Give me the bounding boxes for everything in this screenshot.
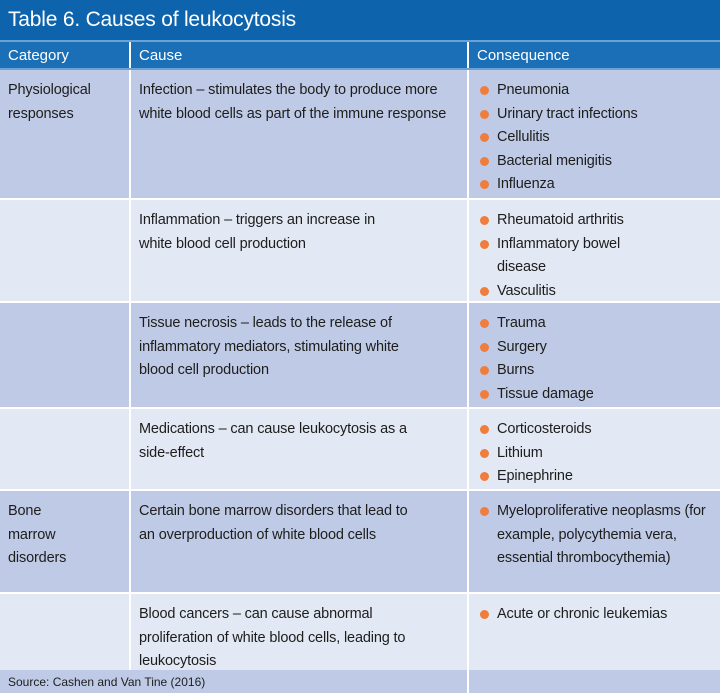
cell-category: Physiological responses bbox=[8, 82, 91, 122]
consequence-list bbox=[477, 418, 712, 489]
list-item: Bacterial menigitis bbox=[477, 150, 712, 174]
source-text: Source: Cashen and Van Tine (2016) bbox=[8, 674, 206, 689]
bullet-dot-icon bbox=[480, 610, 489, 619]
source-footer bbox=[0, 670, 720, 693]
bullet-dot-icon bbox=[480, 287, 489, 296]
source-empty-cell bbox=[467, 670, 720, 693]
cell-category: Bone marrow disorders bbox=[8, 503, 67, 566]
bullet-dot-icon bbox=[480, 240, 489, 249]
list-item: Epinephrine bbox=[477, 465, 712, 489]
consequence-list bbox=[477, 500, 712, 571]
table-row bbox=[0, 200, 720, 303]
cell-consequence bbox=[467, 594, 720, 674]
list-item: Urinary tract infections bbox=[477, 103, 712, 127]
list-item: Myeloproliferative neoplasms (for example, polycythemia vera, essential thrombocythemia) bbox=[477, 500, 712, 571]
list-item: Surgery bbox=[477, 336, 712, 360]
bullet-dot-icon bbox=[480, 110, 489, 119]
table-row bbox=[0, 409, 720, 491]
cell-category bbox=[0, 594, 129, 674]
bullet-dot-icon bbox=[480, 157, 489, 166]
bullet-dot-icon bbox=[480, 343, 489, 352]
bullet-dot-icon bbox=[480, 366, 489, 375]
cell-cause: Medications – can cause leukocytosis as a side-effect bbox=[129, 409, 467, 489]
table-title: Table 6. Causes of leukocytosis bbox=[0, 0, 720, 40]
table-body bbox=[0, 70, 720, 671]
table-header bbox=[0, 40, 720, 70]
list-item: Corticosteroids bbox=[477, 418, 712, 442]
table-row bbox=[0, 594, 720, 671]
cell-cause: Certain bone marrow disorders that lead to an overproduction of white blood cells bbox=[129, 491, 467, 592]
cell-consequence bbox=[467, 491, 720, 592]
list-item: Influenza bbox=[477, 173, 712, 197]
consequence-list bbox=[477, 312, 712, 406]
cell-cause: Inflammation – triggers an increase in white blood cell production bbox=[129, 200, 467, 303]
header-consequence: Consequence bbox=[467, 42, 720, 68]
bullet-dot-icon bbox=[480, 472, 489, 481]
consequence-list bbox=[477, 603, 712, 627]
bullet-dot-icon bbox=[480, 390, 489, 399]
bullet-dot-icon bbox=[480, 507, 489, 516]
bullet-dot-icon bbox=[480, 216, 489, 225]
cell-consequence bbox=[467, 70, 720, 198]
cell-category bbox=[0, 409, 129, 489]
list-item: Trauma bbox=[477, 312, 712, 336]
header-cause: Cause bbox=[129, 42, 467, 68]
list-item: Vasculitis bbox=[477, 280, 712, 304]
list-item: Rheumatoid arthritis bbox=[477, 209, 712, 233]
list-item: Cellulitis bbox=[477, 126, 712, 150]
cell-cause: Blood cancers – can cause abnormal proliferation of white blood cells, leading to leukocytosis bbox=[129, 594, 467, 674]
table-row bbox=[0, 70, 720, 200]
cell-consequence bbox=[467, 409, 720, 489]
cell-category bbox=[0, 200, 129, 303]
cell-cause: Tissue necrosis – leads to the release of inflammatory mediators, stimulating white blood cell production bbox=[129, 303, 467, 407]
list-item: Pneumonia bbox=[477, 79, 712, 103]
consequence-list bbox=[477, 209, 712, 303]
list-item: Lithium bbox=[477, 442, 712, 466]
header-category: Category bbox=[8, 46, 69, 64]
cell-cause: Infection – stimulates the body to produce more white blood cells as part of the immune response bbox=[129, 70, 467, 198]
cell-category bbox=[0, 303, 129, 407]
cell-consequence bbox=[467, 200, 720, 303]
bullet-dot-icon bbox=[480, 86, 489, 95]
list-item: Burns bbox=[477, 359, 712, 383]
bullet-dot-icon bbox=[480, 319, 489, 328]
list-item: Acute or chronic leukemias bbox=[477, 603, 712, 627]
bullet-dot-icon bbox=[480, 425, 489, 434]
list-item: Inflammatory bowel disease bbox=[477, 233, 712, 280]
bullet-dot-icon bbox=[480, 449, 489, 458]
table-row bbox=[0, 303, 720, 409]
table-row bbox=[0, 491, 720, 594]
cell-consequence bbox=[467, 303, 720, 407]
list-item: Tissue damage bbox=[477, 383, 712, 407]
bullet-dot-icon bbox=[480, 133, 489, 142]
consequence-list bbox=[477, 79, 712, 197]
bullet-dot-icon bbox=[480, 180, 489, 189]
